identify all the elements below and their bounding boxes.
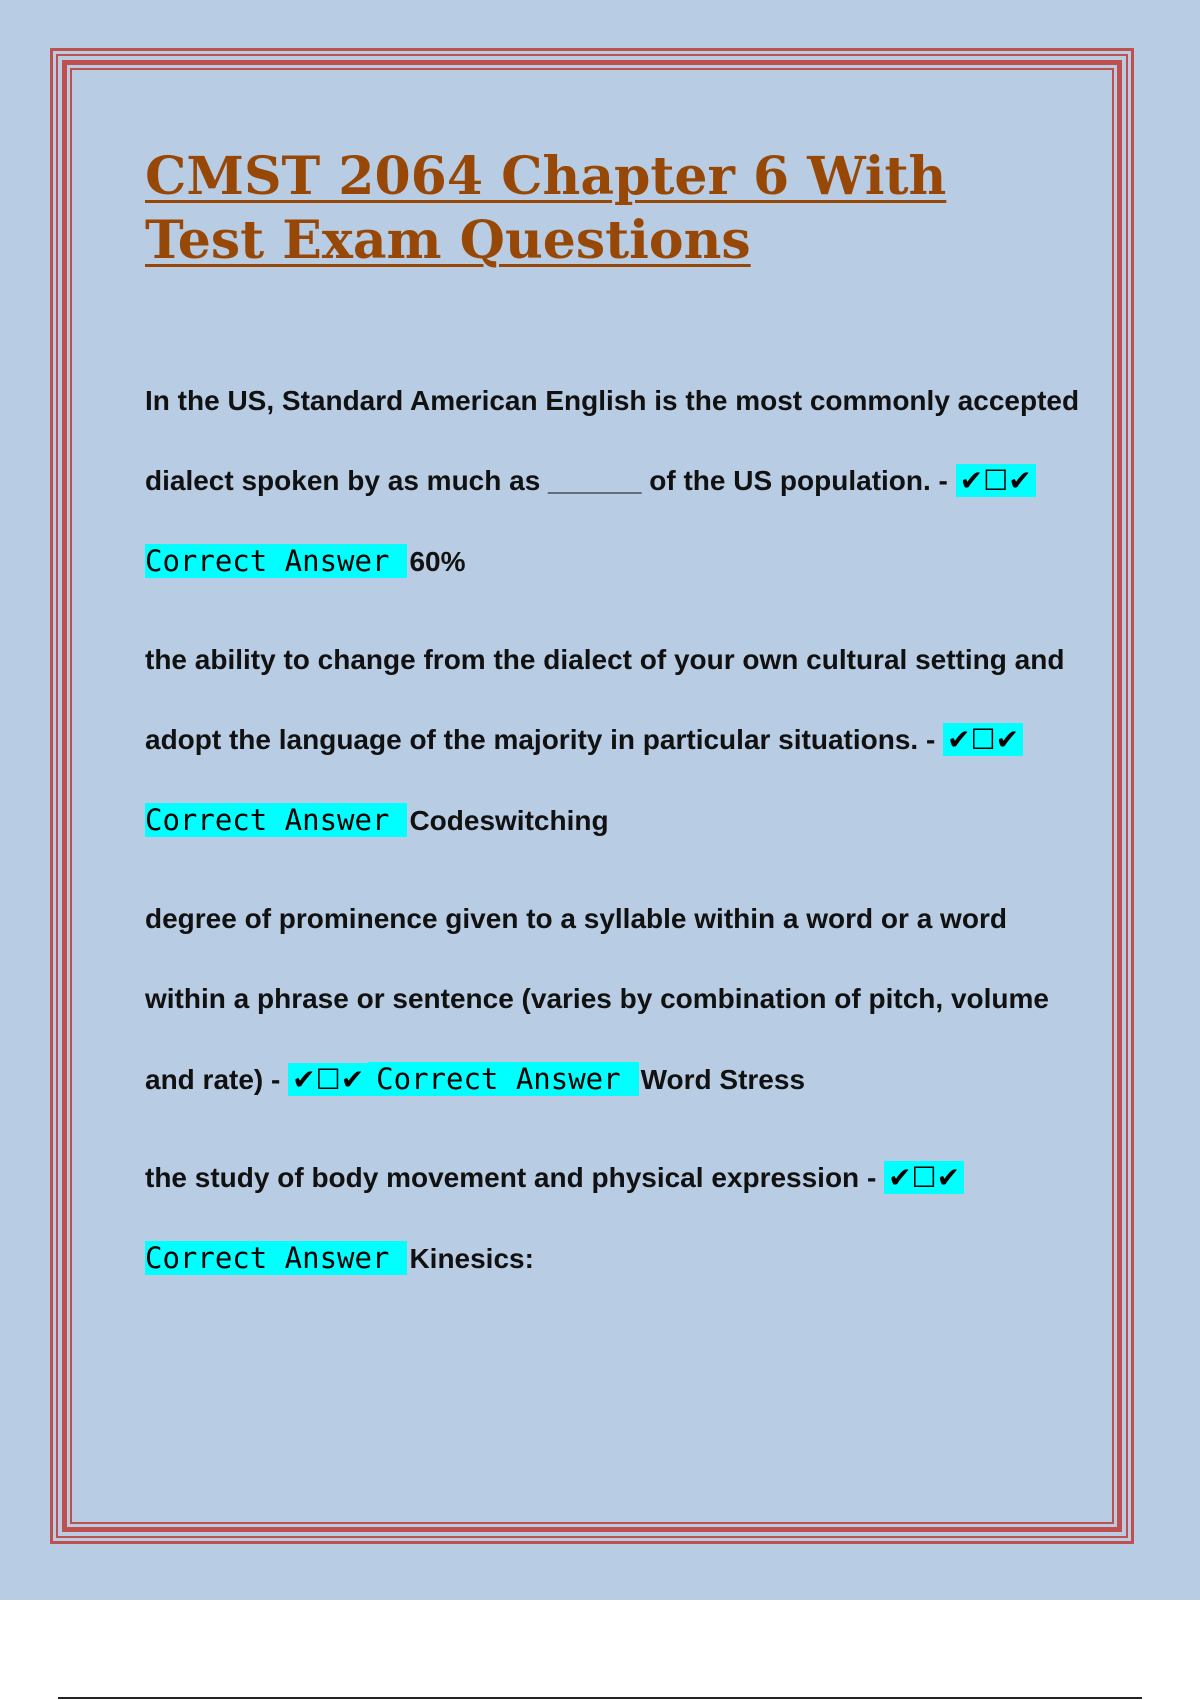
answer-line <box>145 780 1095 861</box>
question-text-line <box>145 959 1095 1039</box>
question-text-line <box>145 361 1095 441</box>
answer-text: Codeswitching <box>409 805 609 836</box>
question-text-line <box>145 441 1095 521</box>
question-text: dialect spoken by as much as ______ of the US population. - <box>145 465 948 496</box>
question-text: the ability to change from the dialect of your own cultural setting and <box>145 644 1065 675</box>
document-content <box>145 145 1095 1317</box>
question-item-3 <box>145 879 1095 1120</box>
document-title: CMST 2064 Chapter 6 With Test Exam Questions <box>145 146 947 271</box>
answer-line <box>145 1218 1095 1299</box>
correct-answer-label: Correct Answer <box>145 544 407 578</box>
checkmark-icon: ✔☐✔ <box>943 723 1023 756</box>
footer-rule <box>58 1697 1142 1699</box>
question-text: and rate) - <box>145 1064 281 1095</box>
correct-answer-label: Correct Answer <box>145 1241 407 1275</box>
question-text-line <box>145 1138 1095 1218</box>
question-text-line <box>145 879 1095 959</box>
question-text-line <box>145 620 1095 700</box>
answer-text: Word Stress <box>640 1064 806 1095</box>
question-text: adopt the language of the majority in particular situations. - <box>145 724 936 755</box>
question-text: the study of body movement and physical expression - <box>145 1162 877 1193</box>
question-item-1 <box>145 361 1095 602</box>
answer-line <box>145 521 1095 602</box>
question-list <box>145 361 1095 1299</box>
answer-text: Kinesics: <box>409 1243 534 1274</box>
question-item-2 <box>145 620 1095 861</box>
question-text-line <box>145 700 1095 780</box>
checkmark-icon: ✔☐✔ <box>956 464 1036 497</box>
correct-answer-label: Correct Answer <box>145 803 407 837</box>
question-text: within a phrase or sentence (varies by combination of pitch, volume <box>145 983 1049 1014</box>
question-item-4 <box>145 1138 1095 1299</box>
question-text: In the US, Standard American English is the most commonly accepted <box>145 385 1080 416</box>
question-text: degree of prominence given to a syllable within a word or a word <box>145 903 1007 934</box>
checkmark-icon: ✔☐✔ <box>288 1063 368 1096</box>
checkmark-icon: ✔☐✔ <box>884 1161 964 1194</box>
correct-answer-label: Correct Answer <box>368 1062 638 1096</box>
answer-line <box>145 1039 1095 1120</box>
answer-text: 60% <box>409 546 466 577</box>
